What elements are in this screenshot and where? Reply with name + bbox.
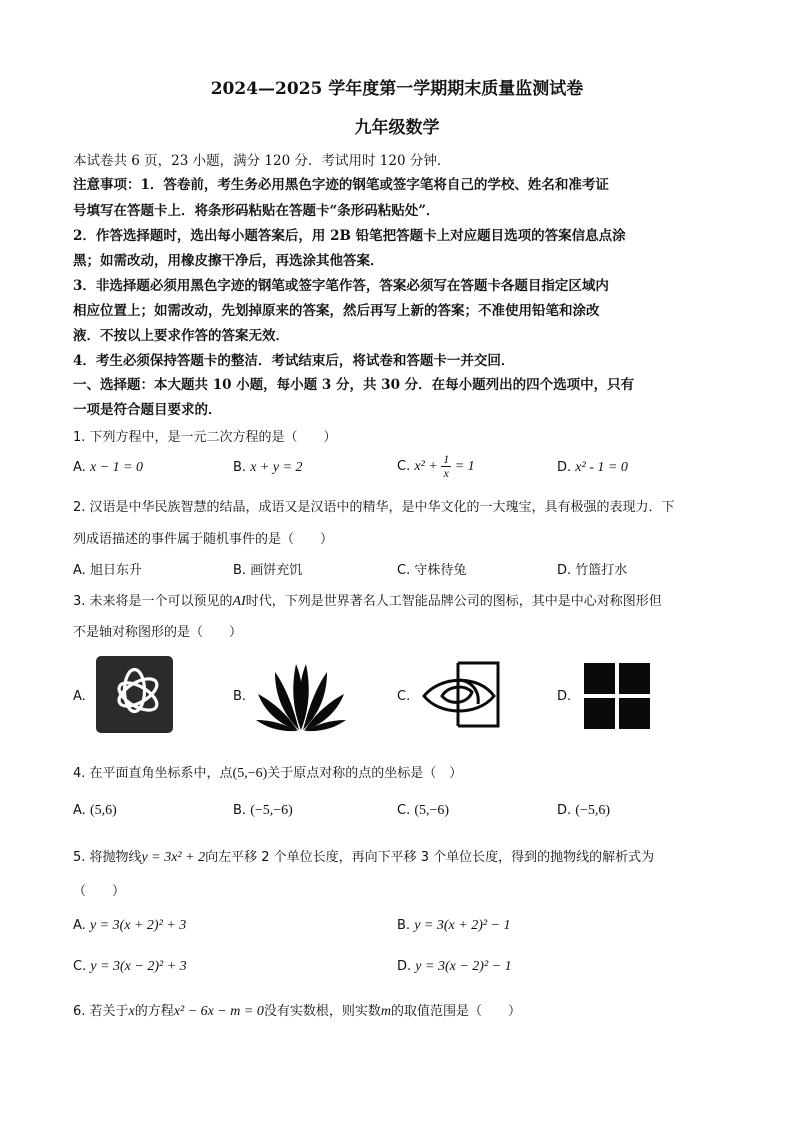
q1-option-b — [233, 460, 303, 476]
instruction-line: 本试卷共 6 页，23 小题，满分 120 分．考试用时 120 分钟． — [73, 153, 451, 169]
instruction-line: 3．非选择题必须用黑色字迹的钢笔或签字笔作答，答案必须写在答题卡各题目指定区域内 — [73, 278, 609, 294]
q5-option-c — [73, 959, 187, 975]
q5-option-b — [397, 918, 511, 934]
stem-text: 4. 在平面直角坐标系中，点 — [73, 766, 233, 781]
stem-text: 的取值范围是（ ） — [391, 1004, 522, 1019]
stem-text: 没有实数根，则实数 — [263, 1004, 381, 1019]
option-text: 守株待兔 — [414, 563, 467, 578]
option-math: y = 3(x − 2)² + 3 — [90, 959, 187, 974]
four-squares-logo-icon — [584, 663, 650, 729]
instruction-line: 黑；如需改动，用橡皮擦干净后，再选涂其他答案． — [73, 253, 384, 269]
option-label: B. — [233, 563, 247, 578]
q3-option-b-label: B. — [233, 689, 247, 704]
stem-text: 时代，下列是世界著名人工智能品牌公司的图标，其中是中心对称图形但 — [245, 594, 662, 609]
fraction-denominator: x — [443, 466, 449, 480]
option-math: = 1 — [451, 459, 475, 474]
option-math: (5,6) — [89, 803, 117, 818]
q5-option-a — [73, 918, 186, 934]
q3-option-d-label: D. — [557, 689, 572, 704]
q2-option-c — [397, 559, 466, 578]
option-label: B. — [233, 803, 247, 818]
question-5-stem: （ ） — [73, 884, 126, 899]
q3-option-a-label: A. — [73, 689, 86, 704]
stem-math: m — [380, 1004, 391, 1019]
option-label: B. — [397, 918, 411, 933]
option-math: y = 3(x + 2)² − 1 — [414, 918, 511, 933]
instruction-line: 液．不按以上要求作答的答案无效． — [73, 328, 289, 344]
option-label: B. — [233, 460, 247, 475]
section-heading: 一项是符合题目要求的． — [73, 402, 222, 418]
option-math: x² - 1 = 0 — [575, 460, 628, 475]
option-math: x + y = 2 — [250, 460, 303, 475]
option-math: x² + — [414, 459, 442, 474]
option-label: D. — [557, 803, 572, 818]
stem-math: x² − 6x − m = 0 — [173, 1004, 264, 1019]
option-label: C. — [73, 959, 87, 974]
q1-option-a — [73, 460, 143, 476]
stem-text: 的方程 — [134, 1004, 174, 1019]
eye-logo-icon — [420, 660, 510, 730]
exam-subtitle: 九年级数学 — [354, 118, 440, 138]
option-label: D. — [397, 959, 412, 974]
option-text: 画饼充饥 — [250, 563, 303, 578]
option-label: A. — [73, 460, 86, 475]
option-label: C. — [397, 459, 411, 474]
stem-text: 关于原点对称的点的坐标是（ ） — [267, 766, 463, 781]
section-heading: 一、选择题：本大题共 10 小题，每小题 3 分，共 30 分．在每小题列出的四个选项中，只有 — [73, 377, 635, 393]
stem-math: (5,−6) — [232, 766, 268, 781]
instruction-line: 4．考生必须保持答题卡的整洁．考试结束后，将试卷和答题卡一并交回． — [73, 353, 515, 369]
option-math: y = 3(x + 2)² + 3 — [89, 918, 187, 933]
fraction-numerator: 1 — [443, 452, 450, 466]
instruction-line: 号填写在答题卡上．将条形码粘贴在答题卡“条形码粘贴处”． — [73, 203, 440, 219]
option-label: A. — [73, 563, 86, 578]
option-text: 竹篮打水 — [575, 563, 628, 578]
q4-option-d — [557, 803, 610, 819]
option-label: C. — [397, 563, 411, 578]
instruction-text: 注意事项：1．答卷前，考生务必用黑色字迹的钢笔或签字笔将自己的学校、姓名和准考证 — [73, 177, 609, 193]
option-label: D. — [557, 563, 572, 578]
q3-option-c-label: C. — [397, 689, 411, 704]
option-math: y = 3(x − 2)² − 1 — [415, 959, 512, 974]
question-2-stem: 列成语描述的事件属于随机事件的是（ ） — [73, 532, 334, 547]
stem-math: y = 3x² + 2 — [141, 850, 206, 865]
stem-text: 向左平移 2 个单位长度，再向下平移 3 个单位长度，得到的抛物线的解析式为 — [205, 850, 655, 865]
q4-option-a — [73, 803, 117, 819]
exam-title: 2024—2025 学年度第一学期期末质量监测试卷 — [210, 79, 584, 99]
option-math: (−5,−6) — [250, 803, 293, 818]
question-6-stem — [73, 1000, 521, 1020]
q2-option-d — [557, 559, 627, 578]
option-label: C. — [397, 803, 411, 818]
q5-option-d — [397, 959, 512, 975]
q2-option-b — [233, 559, 302, 578]
q4-option-c — [397, 803, 449, 819]
question-1-stem: 1. 下列方程中，是一元二次方程的是（ ） — [73, 430, 337, 445]
stem-text: 6. 若关于 — [73, 1004, 129, 1019]
q2-option-a — [73, 559, 142, 578]
option-math: (−5,6) — [575, 803, 611, 818]
instruction-line — [73, 173, 723, 193]
stem-text: 5. 将抛物线 — [73, 850, 142, 865]
option-label: D. — [557, 460, 572, 475]
instruction-line: 2．作答选择题时，选出每小题答案后，用 2B 铅笔把答题卡上对应题目选项的答案信息点涂 — [73, 228, 626, 244]
question-5-stem — [73, 846, 654, 866]
option-label: A. — [73, 803, 86, 818]
q1-option-c — [397, 453, 475, 480]
instruction-line: 相应位置上；如需改动，先划掉原来的答案，然后再写上新的答案；不准使用铅笔和涂改 — [73, 303, 600, 319]
question-4-stem — [73, 762, 462, 782]
fraction — [441, 453, 451, 480]
q4-option-b — [233, 803, 293, 819]
question-3-stem: 不是轴对称图形的是（ ） — [73, 625, 243, 640]
petal-fan-logo-icon — [255, 660, 347, 732]
question-2-stem: 2. 汉语是中华民族智慧的结晶，成语又是汉语中的精华，是中华文化的一大瑰宝，具有极强的表现力．下 — [73, 500, 675, 515]
stem-math: AI — [232, 594, 246, 609]
question-3-stem — [73, 590, 662, 610]
option-math: x − 1 = 0 — [89, 460, 144, 475]
option-text: 旭日东升 — [89, 563, 142, 578]
option-label: A. — [73, 918, 86, 933]
stem-math: x — [128, 1004, 135, 1019]
option-math: (5,−6) — [414, 803, 450, 818]
knot-logo-icon — [96, 656, 173, 733]
stem-text: 3. 未来将是一个可以预见的 — [73, 594, 233, 609]
q1-option-d — [557, 460, 628, 476]
